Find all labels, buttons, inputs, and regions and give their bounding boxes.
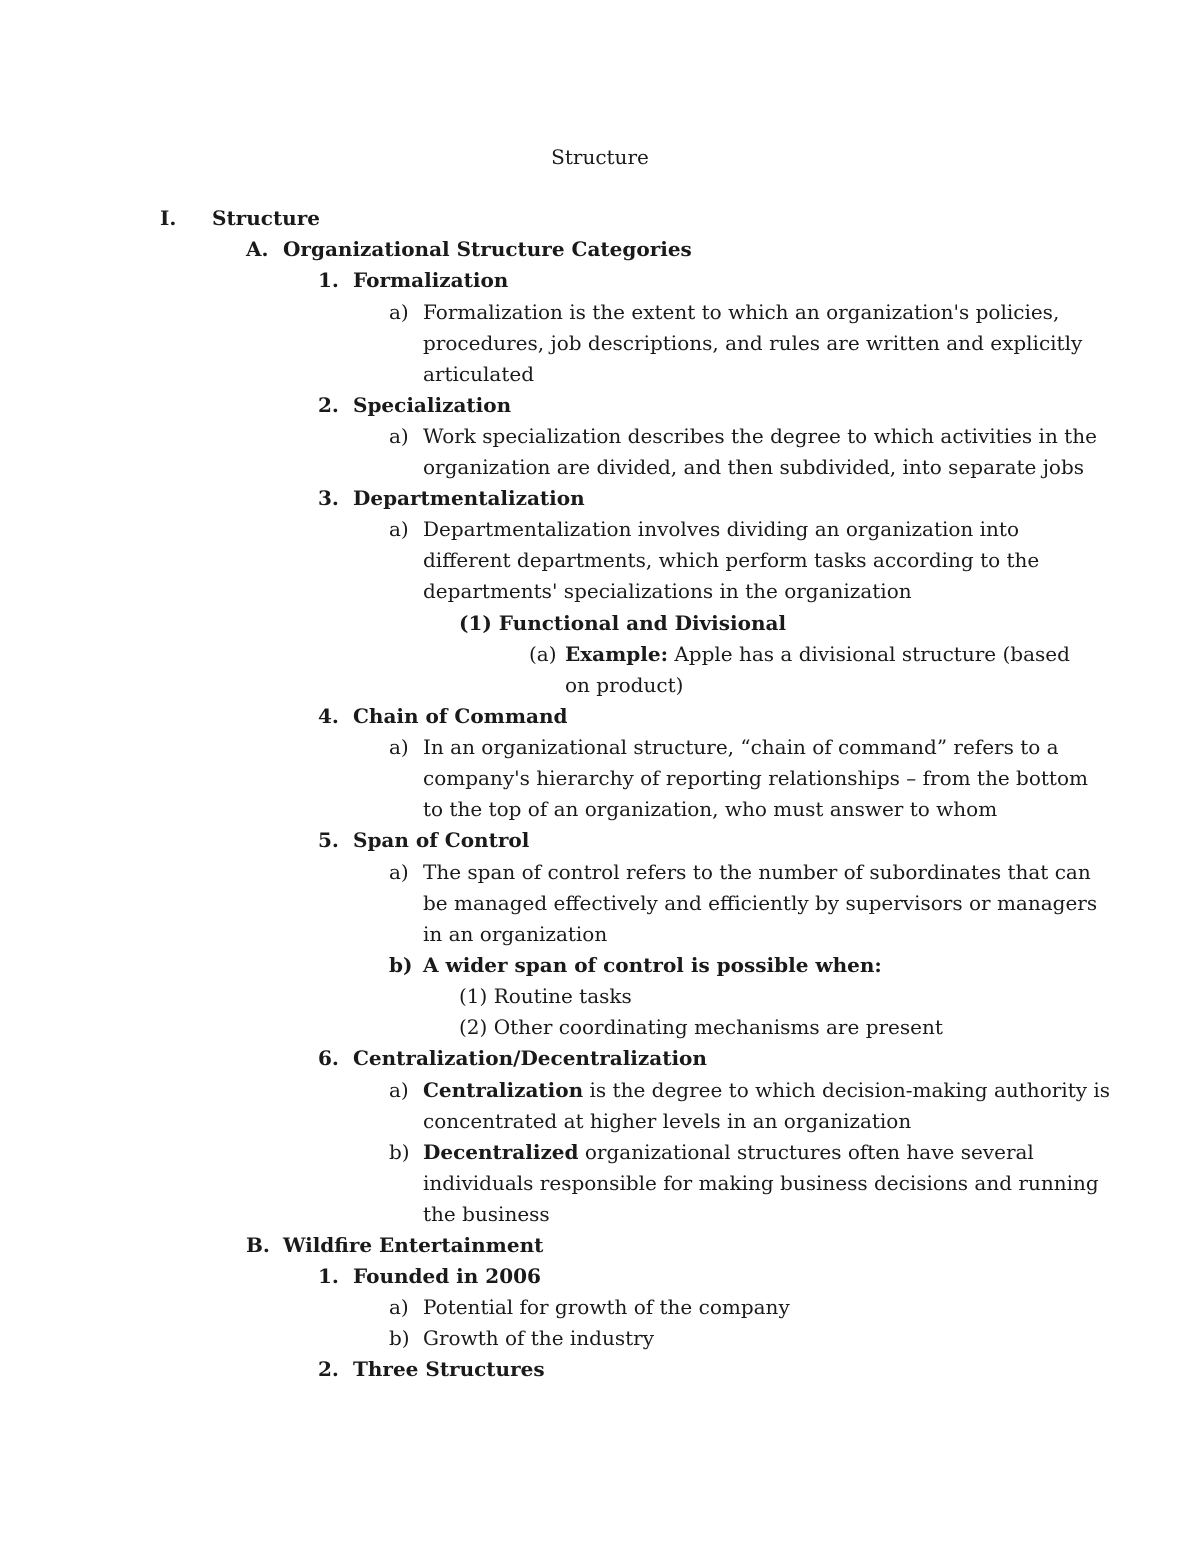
section-heading-structure: Structure [212,206,320,230]
outline-marker-A2: 2. [318,393,339,417]
centralization-term: Centralization [423,1078,584,1102]
outline-marker-A5b: b) [389,953,413,977]
outline-marker-B1b: b) [389,1326,410,1350]
outline-marker-A6: 6. [318,1046,339,1070]
outline-marker-A6a: a) [389,1078,409,1102]
example-label: Example: [565,642,668,666]
formalization-text-line: Formalization is the extent to which an organization's policies, [423,300,1060,324]
item-heading-specialization: Specialization [353,393,512,417]
departmentalization-text-line: Departmentalization involves dividing an organization into [423,517,1020,541]
item-heading-centralization: Centralization/Decentralization [353,1046,707,1070]
wider-span-heading: A wider span of control is possible when: [423,953,882,977]
sub-heading-functional-divisional: (1) Functional and Divisional [459,611,787,635]
subsection-heading-org-structure-categories: Organizational Structure Categories [283,237,692,261]
outline-marker-A1a: a) [389,300,409,324]
chain-of-command-text-line: company's hierarchy of reporting relationships – from the bottom [423,766,1088,790]
specialization-text-line: Work specialization describes the degree to which activities in the [423,424,1097,448]
span-of-control-text-line: The span of control refers to the number of subordinates that can [423,860,1091,884]
outline-marker-B: B. [246,1233,270,1257]
span-of-control-text-line: in an organization [423,922,608,946]
outline-marker-A4a: a) [389,735,409,759]
outline-marker-A2a: a) [389,424,409,448]
outline-marker-A3: 3. [318,486,339,510]
page-title: Structure [551,145,649,169]
centralization-definition: is the degree to which decision-making authority is [583,1078,1111,1102]
item-heading-founded: Founded in 2006 [353,1264,541,1288]
list-item-growth-company: Potential for growth of the company [423,1295,790,1319]
outline-marker-A4: 4. [318,704,339,728]
outline-marker-A6b: b) [389,1140,410,1164]
departmentalization-text-line: departments' specializations in the organization [423,579,912,603]
item-heading-chain-of-command: Chain of Command [353,704,568,728]
outline-marker-B2: 2. [318,1357,339,1381]
example-text-line: on product) [565,673,684,697]
formalization-text-line: articulated [423,362,534,386]
decentralized-definition: organizational structures often have several [578,1140,1034,1164]
outline-marker-A3a: a) [389,517,409,541]
list-item-routine-tasks: (1) Routine tasks [459,984,632,1008]
chain-of-command-text-line: to the top of an organization, who must answer to whom [423,797,998,821]
item-heading-departmentalization: Departmentalization [353,486,585,510]
chain-of-command-text-line: In an organizational structure, “chain of command” refers to a [423,735,1059,759]
outline-marker-I: I. [160,206,177,230]
decentralization-text-line [423,1137,1034,1168]
outline-marker-A5: 5. [318,828,339,852]
decentralization-text-line: individuals responsible for making business decisions and running [423,1171,1099,1195]
subsection-heading-wildfire: Wildfire Entertainment [283,1233,544,1257]
centralization-text-line: concentrated at higher levels in an organization [423,1109,912,1133]
outline-marker-A1: 1. [318,268,339,292]
item-heading-formalization: Formalization [353,268,509,292]
list-item-coordinating-mechanisms: (2) Other coordinating mechanisms are present [459,1015,943,1039]
span-of-control-text-line: be managed effectively and efficiently by supervisors or managers [423,891,1098,915]
item-heading-three-structures: Three Structures [353,1357,545,1381]
item-heading-span-of-control: Span of Control [353,828,530,852]
decentralized-term: Decentralized [423,1140,579,1164]
outline-marker-B1a: a) [389,1295,409,1319]
example-text: Apple has a divisional structure (based [667,642,1070,666]
formalization-text-line: procedures, job descriptions, and rules are written and explicitly [423,331,1083,355]
outline-marker-A: A. [246,237,269,261]
specialization-text-line: organization are divided, and then subdivided, into separate jobs [423,455,1085,479]
centralization-text-line [423,1075,1110,1106]
outline-marker-A5a: a) [389,860,409,884]
decentralization-text-line: the business [423,1202,550,1226]
example-text-line [565,639,1070,670]
list-item-growth-industry: Growth of the industry [423,1326,655,1350]
outline-marker-B1: 1. [318,1264,339,1288]
outline-marker-A3-sub-a: (a) [529,642,557,666]
departmentalization-text-line: different departments, which perform tasks according to the [423,548,1040,572]
